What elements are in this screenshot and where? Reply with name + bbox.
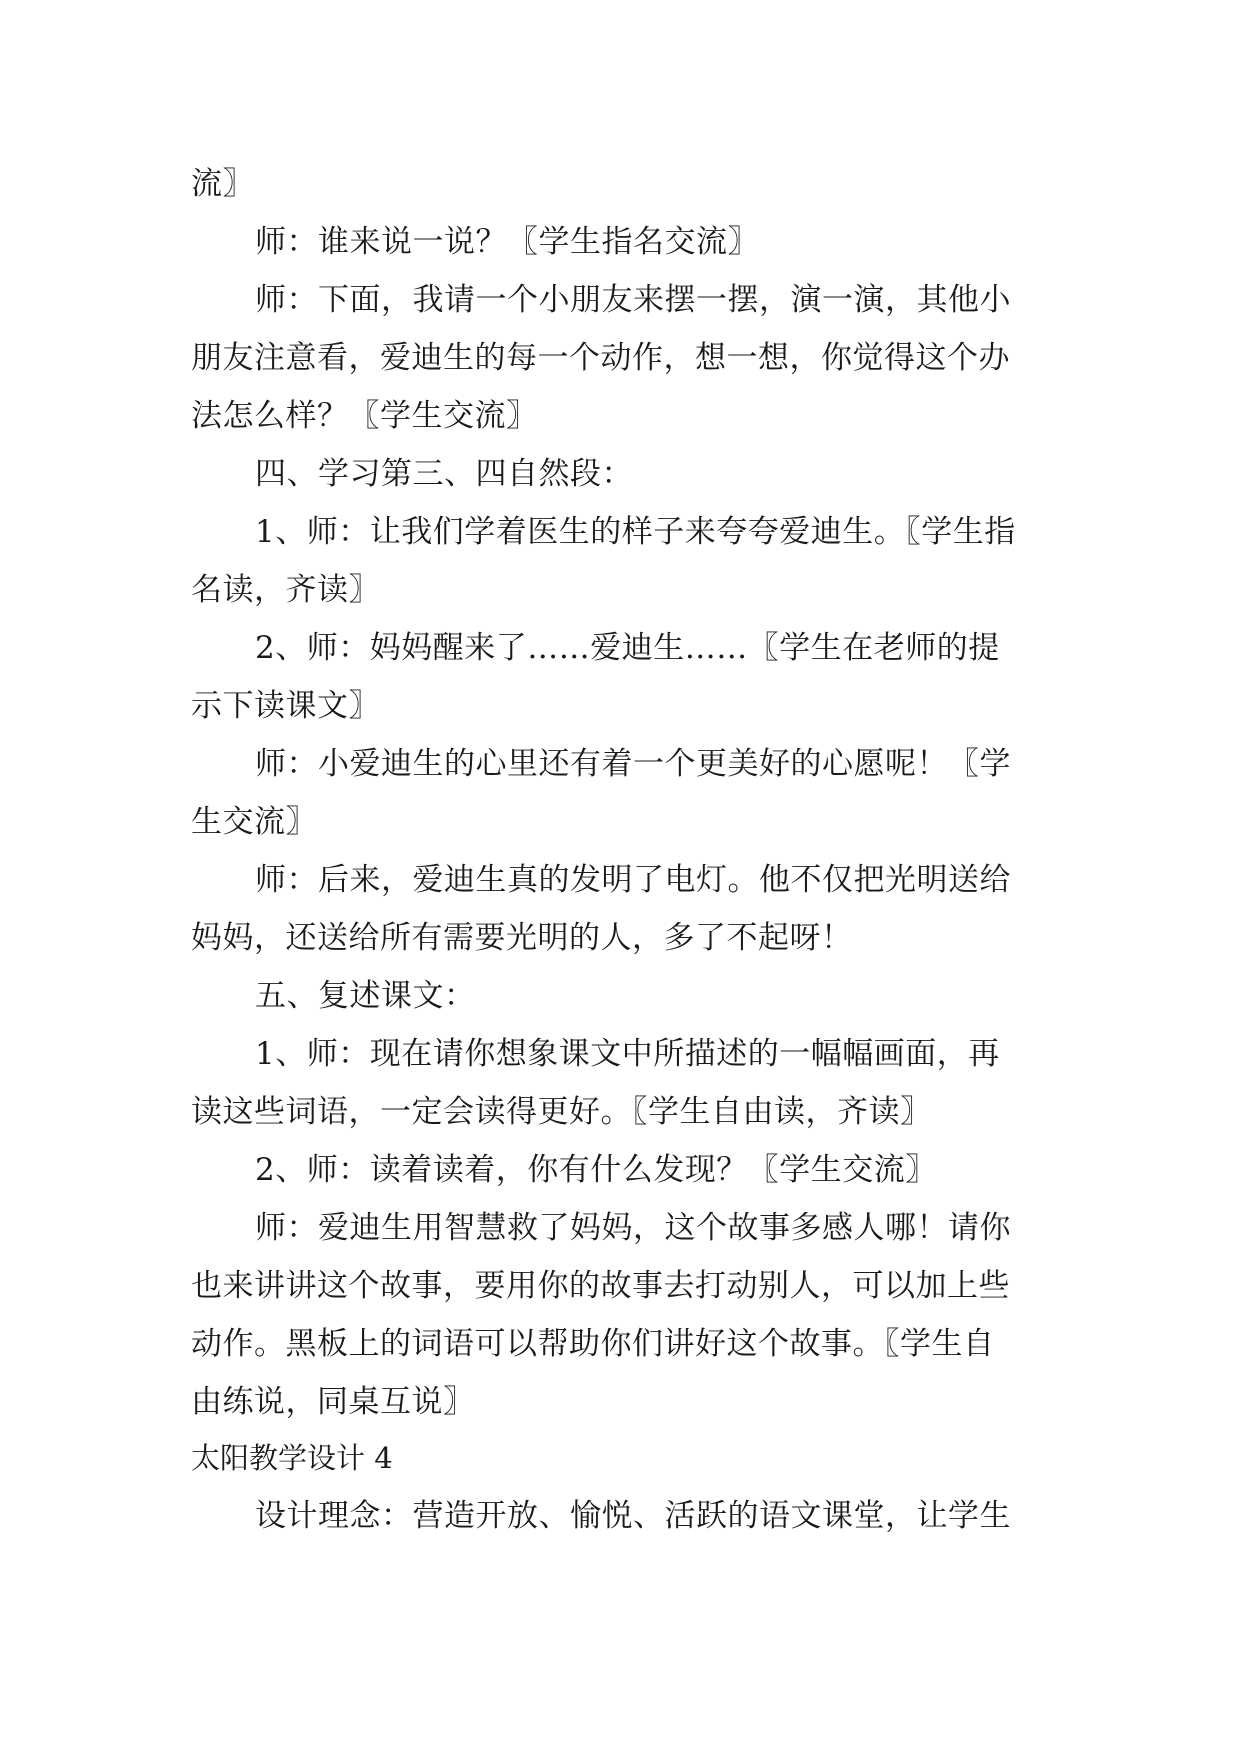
text-line: 朋友注意看，爱迪生的每一个动作，想一想，你觉得这个办 bbox=[191, 340, 1010, 376]
text-line: 动作。黑板上的词语可以帮助你们讲好这个故事。〖学生自 bbox=[191, 1326, 995, 1362]
text-line: 法怎么样？〖学生交流〗 bbox=[191, 398, 538, 434]
text-line: 四、学习第三、四自然段： bbox=[255, 456, 633, 492]
text-line: 流〗 bbox=[191, 166, 254, 202]
text-line: 读这些词语，一定会读得更好。〖学生自由读，齐读〗 bbox=[191, 1094, 932, 1130]
text-line: 师：下面，我请一个小朋友来摆一摆，演一演，其他小 bbox=[255, 282, 1011, 318]
text-line: 名读，齐读〗 bbox=[191, 572, 380, 608]
text-line: 也来讲讲这个故事，要用你的故事去打动别人，可以加上些 bbox=[191, 1268, 1010, 1304]
text-line: 1、师：现在请你想象课文中所描述的一幅幅画面，再 bbox=[255, 1036, 1000, 1072]
text-line: 设计理念：营造开放、愉悦、活跃的语文课堂，让学生 bbox=[255, 1498, 1011, 1534]
section-title: 太阳教学设计 4 bbox=[191, 1441, 393, 1475]
text-line: 五、复述课文： bbox=[255, 978, 476, 1014]
text-line: 师：爱迪生用智慧救了妈妈，这个故事多感人哪！请你 bbox=[255, 1210, 1011, 1246]
text-line: 示下读课文〗 bbox=[191, 688, 380, 724]
text-line: 妈妈，还送给所有需要光明的人，多了不起呀！ bbox=[191, 920, 853, 956]
text-line: 1、师：让我们学着医生的样子来夸夸爱迪生。〖学生指 bbox=[255, 514, 1016, 550]
text-line: 师：后来，爱迪生真的发明了电灯。他不仅把光明送给 bbox=[255, 862, 1011, 898]
text-line: 生交流〗 bbox=[191, 804, 317, 840]
text-line: 2、师：妈妈醒来了……爱迪生……〖学生在老师的提 bbox=[255, 630, 1000, 666]
text-line: 师：谁来说一说？〖学生指名交流〗 bbox=[255, 224, 759, 260]
text-line: 由练说，同桌互说〗 bbox=[191, 1384, 475, 1420]
text-line: 2、师：读着读着，你有什么发现？〖学生交流〗 bbox=[255, 1152, 937, 1188]
text-line: 师：小爱迪生的心里还有着一个更美好的心愿呢！〖学 bbox=[255, 746, 1011, 782]
